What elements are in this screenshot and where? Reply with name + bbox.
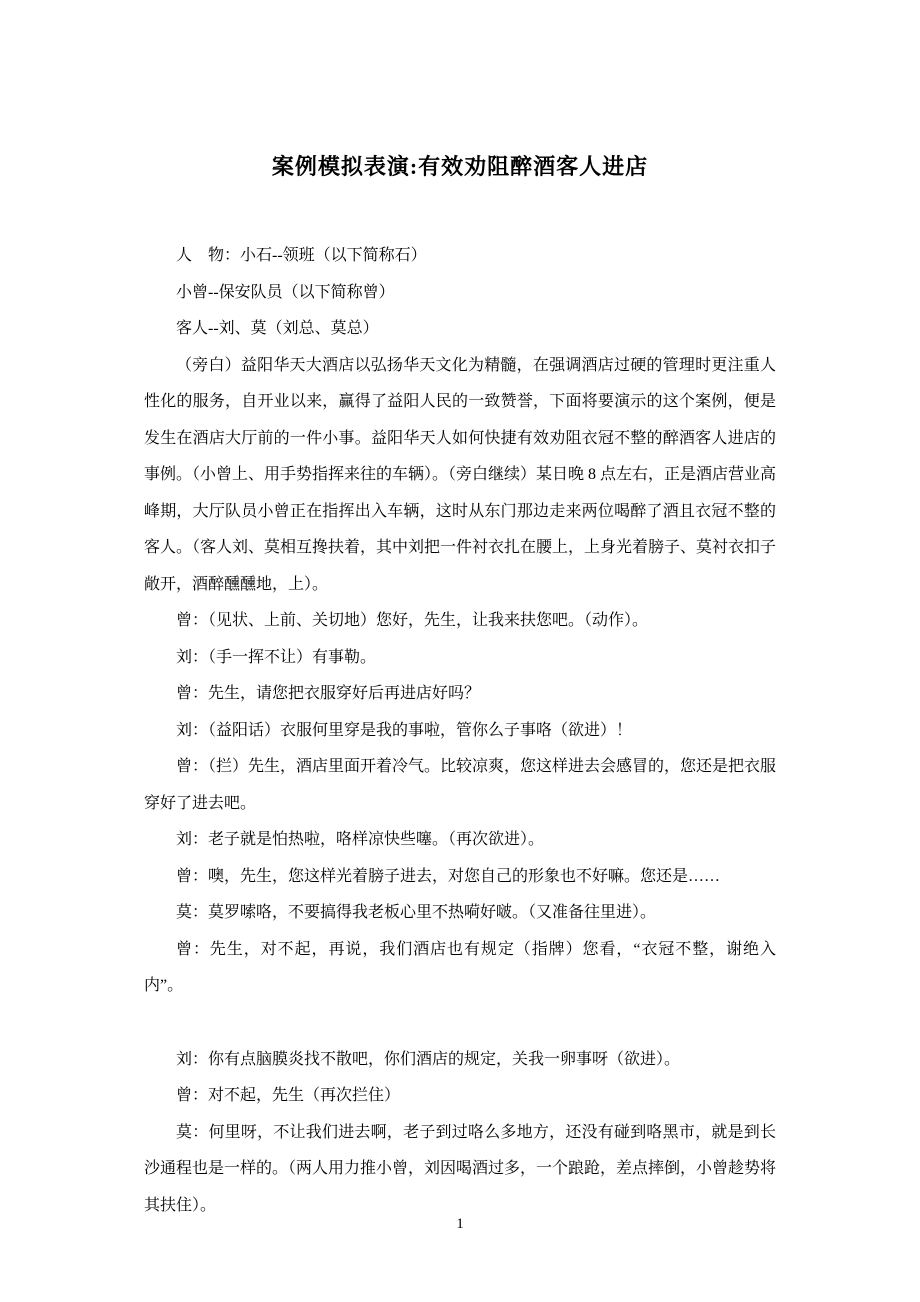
document-body [144, 238, 776, 1224]
paragraph-dialogue-zeng-5: 曾：先生，对不起，再说，我们酒店也有规定（指牌）您看，“衣冠不整，谢绝入内”。 [144, 940, 776, 994]
paragraph-characters-3: 客人--刘、莫（刘总、莫总） [176, 320, 379, 337]
paragraph-dialogue-zeng-4: 曾：噢，先生，您这样光着膀子进去，对您自己的形象也不好嘛。您还是…… [176, 867, 721, 885]
page-number: 1 [456, 1216, 464, 1232]
paragraph-dialogue-mo-1: 莫：莫罗嗦咯，不要搞得我老板心里不热嗬好啵。（又准备往里进）。 [176, 904, 657, 921]
paragraph-dialogue-liu-4: 刘：你有点脑膜炎找不散吧，你们酒店的规定，关我一卵事呀（欲进）。 [176, 1050, 681, 1068]
paragraph-dialogue-zeng-6: 曾：对不起，先生（再次拦住） [176, 1087, 401, 1104]
paragraph-characters-2: 小曾--保安队员（以下简称曾） [176, 283, 395, 301]
blank-line [144, 1005, 776, 1042]
document-title: 案例模拟表演:有效劝阻醉酒客人进店 [271, 154, 649, 179]
paragraph-dialogue-liu-1: 刘：（手一挥不让）有事勒。 [176, 648, 377, 666]
paragraph-characters-1: 人 物：小石--领班（以下简称石） [176, 247, 427, 264]
paragraph-dialogue-zeng-1: 曾：（见状、上前、关切地）您好，先生，让我来扶您吧。（动作）。 [176, 612, 649, 629]
paragraph-dialogue-zeng-2: 曾：先生，请您把衣服穿好后再进店好吗？ [176, 685, 481, 702]
paragraph-dialogue-liu-3: 刘：老子就是怕热啦，咯样凉快些噻。（再次欲进）。 [176, 831, 545, 848]
paragraph-dialogue-mo-2: 莫：何里呀，不让我们进去啊，老子到过咯么多地方，还没有碰到咯黑市，就是到长沙通程也是一样的。（两人用力推小曾，刘因喝酒过多，一个踉跄，差点摔倒，小曾趁势将其扶住）。 [144, 1123, 777, 1214]
paragraph-dialogue-liu-2: 刘：（益阳话）衣服何里穿是我的事啦，管你么子事咯（欲进）！ [176, 721, 633, 739]
paragraph-narration: （旁白）益阳华天大酒店以弘扬华天文化为精髓，在强调酒店过硬的管理时更注重人性化的服务，自开业以来，赢得了益阳人民的一致赞誉，下面将要演示的这个案例，便是发生在酒店大厅前的一件小事。益阳华天人如何快捷有效劝阻衣冠不整的醉酒客人进店的事例。（小曾上、用手势指挥来往的车辆）。（旁白继续）某日晚 8 点左右，正是酒店营业高峰期，大厅队员小曾正在指挥出入车辆，这时从东门那边走来两位喝醉了酒且衣冠不整的客人。（客人刘、莫相互搀扶着，其中刘把一件衬衣扎在腰上，上身光着膀子、莫衬衣扣子敞开，酒醉醺醺地，上）。 [144, 356, 777, 593]
paragraph-dialogue-zeng-3: 曾：（拦）先生，酒店里面开着冷气。比较凉爽，您这样进去会感冒的，您还是把衣服穿好了进去吧。 [144, 758, 777, 812]
